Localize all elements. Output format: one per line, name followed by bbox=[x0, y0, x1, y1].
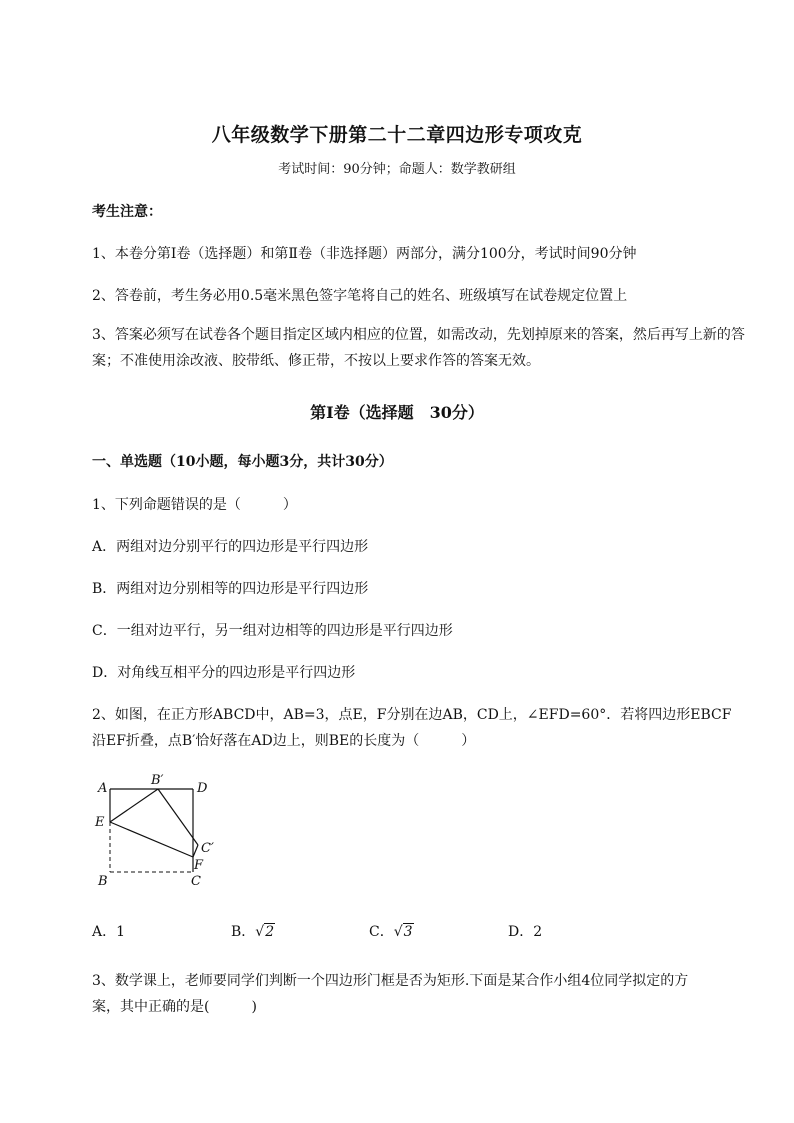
question-1-option-d: D．对角线互相平分的四边形是平行四边形 bbox=[92, 665, 356, 681]
label-c: C bbox=[191, 874, 201, 889]
sqrt-2: √2 bbox=[255, 924, 275, 940]
label-b-prime: B′ bbox=[151, 773, 164, 788]
option-b-prefix: B． bbox=[231, 924, 256, 940]
question-2-line-2: 沿EF折叠，点B′恰好落在AD边上，则BE的长度为（ ） bbox=[92, 733, 476, 749]
edge-b-prime-c-prime bbox=[158, 789, 198, 845]
question-1-option-c: C．一组对边平行，另一组对边相等的四边形是平行四边形 bbox=[92, 623, 453, 639]
question-2-line-1: 2、如图，在正方形ABCD中，AB=3，点E，F分别在边AB，CD上，∠EFD=60°．若将四边形EBCF bbox=[92, 707, 732, 723]
section-title: 第I卷（选择题 30分） bbox=[310, 403, 484, 422]
sqrt-3-value: 3 bbox=[403, 924, 413, 940]
label-a: A bbox=[98, 781, 108, 796]
label-f: F bbox=[194, 858, 204, 873]
label-e: E bbox=[95, 815, 105, 830]
question-3-line-2: 案，其中正确的是( ) bbox=[92, 999, 257, 1015]
page-title: 八年级数学下册第二十二章四边形专项攻克 bbox=[211, 124, 583, 146]
part-heading: 一、单选题（10小题，每小题3分，共计30分） bbox=[92, 454, 393, 470]
notice-heading: 考生注意： bbox=[92, 204, 162, 220]
option-c-prefix: C． bbox=[369, 924, 394, 940]
notice-item-2: 2、答卷前，考生务必用0.5毫米黑色签字笔将自己的姓名、班级填写在试卷规定位置上 bbox=[92, 288, 628, 304]
edge-c-prime-f bbox=[193, 845, 198, 857]
sqrt-2-value: 2 bbox=[265, 924, 275, 940]
question-2-option-a: A．1 bbox=[92, 924, 126, 940]
sqrt-3: √3 bbox=[393, 924, 413, 940]
exam-info: 考试时间：90分钟；命题人：数学教研组 bbox=[278, 162, 516, 177]
notice-item-3: 3、答案必须写在试卷各个题目指定区域内相应的位置，如需改动，先划掉原来的答案，然后再写上新的答案；不准使用涂改液、胶带纸、修正带，不按以上要求作答的答案无效。 bbox=[92, 327, 745, 369]
question-1-stem: 1、下列命题错误的是（ ） bbox=[92, 497, 297, 513]
question-2-option-c bbox=[369, 921, 414, 941]
square-fold-figure bbox=[88, 770, 238, 895]
question-1-option-b: B．两组对边分别相等的四边形是平行四边形 bbox=[92, 581, 369, 597]
fold-line-ef bbox=[110, 822, 193, 857]
question-3-line-1: 3、数学课上，老师要同学们判断一个四边形门框是否为矩形.下面是某合作小组4位同学拟定的方 bbox=[92, 973, 689, 989]
notice-item-1: 1、本卷分第I卷（选择题）和第Ⅱ卷（非选择题）两部分，满分100分，考试时间90分钟 bbox=[92, 246, 637, 262]
label-c-prime: C′ bbox=[201, 841, 214, 856]
label-d: D bbox=[197, 781, 208, 796]
question-2-option-d: D．2 bbox=[508, 924, 543, 940]
question-2-option-b bbox=[231, 921, 275, 941]
question-1-option-a: A．两组对边分别平行的四边形是平行四边形 bbox=[92, 539, 369, 555]
label-b: B bbox=[98, 874, 108, 889]
edge-eb-prime bbox=[110, 789, 158, 822]
